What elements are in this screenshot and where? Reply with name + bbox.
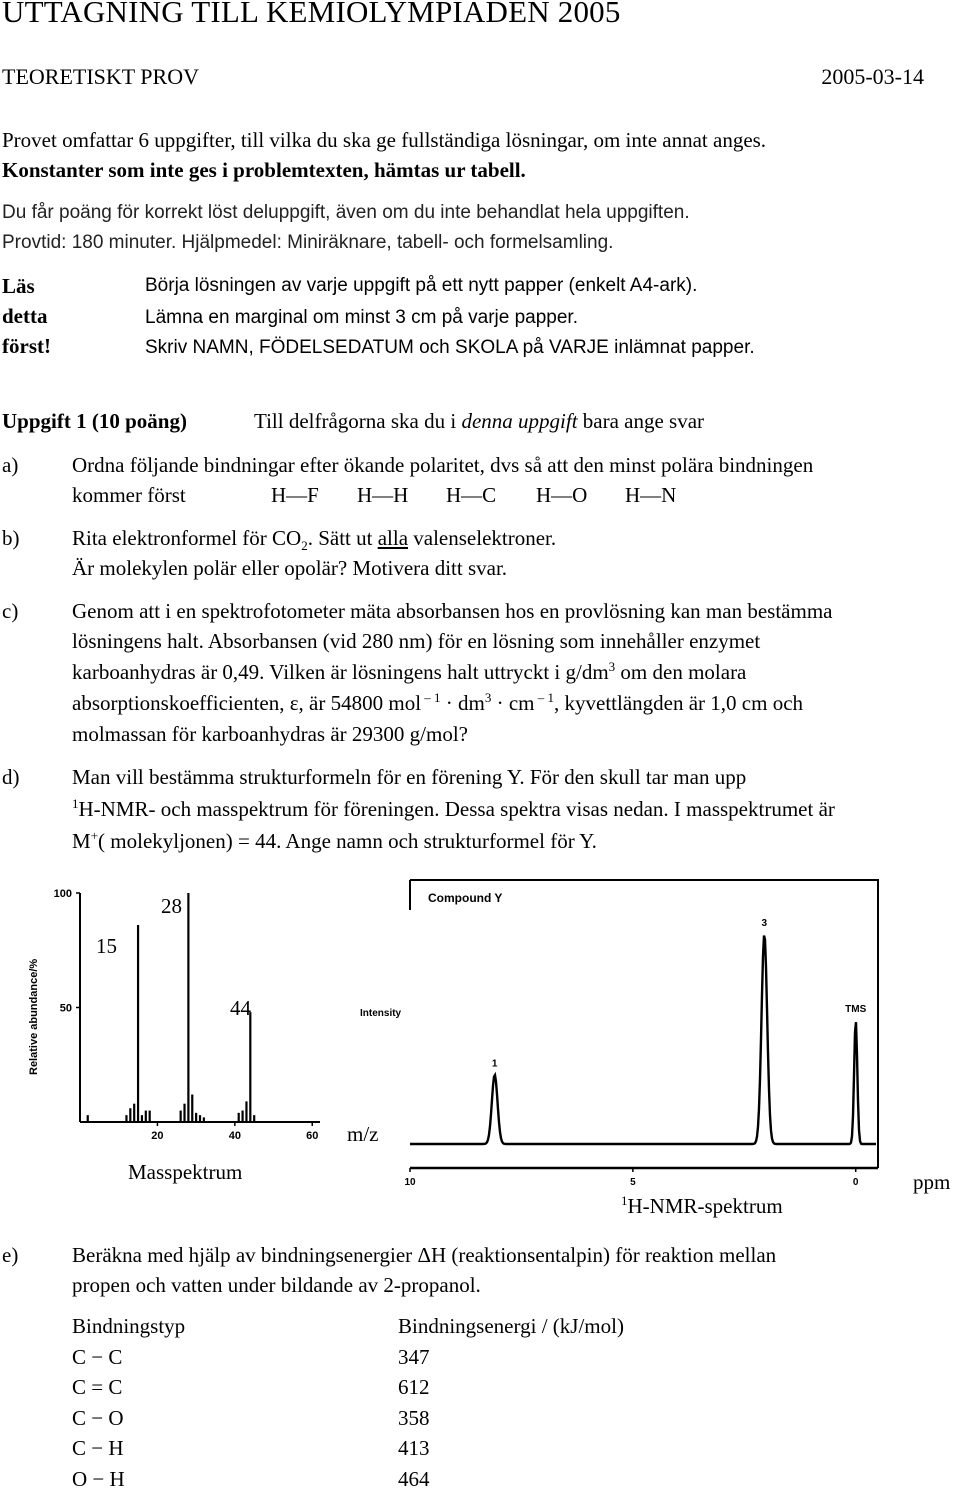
- task-a-line-2: kommer först: [72, 483, 186, 507]
- ms-y-tick-label: 50: [59, 1002, 72, 1015]
- task-b-letter: b): [2, 526, 20, 550]
- ms-x-tick-label: 40: [228, 1130, 241, 1142]
- bond-item: H—C: [446, 483, 497, 507]
- mass-peak-label-28: 28: [161, 894, 182, 918]
- exam-subtitle: TEORETISKT PROV: [2, 64, 199, 89]
- nmr-y-label: Intensity: [360, 1008, 402, 1019]
- task-d-line-2: $^1$H-NMR- och masspektrum för föreningen. Dessa spektra visas nedan. I masspektrumet är: [72, 796, 835, 821]
- read-first-item-3: Skriv NAMN, FÖDELSEDATUM och SKOLA på VARJE inlämnat papper.: [145, 337, 755, 358]
- bond-item: H—N: [625, 483, 677, 507]
- mass-spectrum-axes: [80, 893, 320, 1122]
- task-c-line-5: molmassan för karboanhydras är 29300 g/mol?: [72, 722, 468, 746]
- bond-energy-cell: 612: [398, 1375, 430, 1399]
- nmr-x-tick-label: 5: [630, 1177, 636, 1188]
- task-c-line-2: lösningens halt. Absorbansen (vid 280 nm) för en lösning som innehåller enzymet: [72, 629, 761, 653]
- nmr-frame-border: [410, 880, 878, 1168]
- bond-energy-cell: 464: [398, 1466, 430, 1491]
- nmr-x-tick-label: 10: [404, 1177, 416, 1188]
- bond-energy-cell: 413: [398, 1436, 430, 1460]
- table-header-bond-type: Bindningstyp: [72, 1314, 186, 1338]
- task-c-line-1: Genom att i en spektrofotometer mäta absorbansen hos en provlösning kan man bestämma: [72, 599, 833, 623]
- task-e-line-2: propen och vatten under bildande av 2-propanol.: [72, 1273, 481, 1297]
- task-a-line-1: Ordna följande bindningar efter ökande polaritet, dvs så att den minst polära bindningen: [72, 453, 814, 477]
- task-b-line-1: Rita elektronformel för $CO_2$. Sätt ut alla valenselektroner.: [72, 526, 557, 554]
- intro-line-3: Du får poäng för korrekt löst deluppgift, även om du inte behandlat hela uppgiften.: [2, 202, 690, 223]
- intro-line-2: Konstanter som inte ges i problemtexten, hämtas ur tabell.: [2, 158, 526, 182]
- nmr-x-tick-label: 0: [852, 1177, 859, 1188]
- mass-peak-label-44: 44: [230, 996, 251, 1020]
- task-d-line-3: M+( molekyljonen) = 44. Ange namn och strukturformel för Y.: [72, 828, 597, 853]
- task1-heading: Uppgift 1 (10 poäng): [2, 409, 187, 433]
- mass-spectrum-chart: [20, 878, 360, 1142]
- task-c-line-4: absorptionskoefficienten, ε, är 54800 mol $^{- 1} \cdot dm^3$ · cm $^{- 1}$, kyvettlängden är 1,0 cm och: [72, 690, 804, 715]
- read-first-label-1: Läs: [2, 274, 35, 298]
- intro-line-4: Provtid: 180 minuter. Hjälpmedel: Miniräknare, tabell- och formelsamling.: [2, 232, 614, 253]
- nmr-spectrum-chart: [358, 874, 903, 1186]
- task-d-letter: d): [2, 765, 20, 789]
- task-c-line-3: karboanhydras är 0,49. Vilken är lösningens halt uttryckt i $g/dm^3$ om den molara: [72, 659, 747, 684]
- nmr-unit: ppm: [913, 1170, 951, 1194]
- bond-type-cell: C − O: [72, 1405, 124, 1430]
- task-e-letter: e): [2, 1243, 19, 1267]
- task1-intro: Till delfrågorna ska du i denna uppgift bara ange svar: [254, 409, 705, 433]
- bond-energy-cell: 358: [398, 1405, 430, 1430]
- mass-spectrum-ticks: [54, 888, 319, 1142]
- bond-type-cell: C − H: [72, 1436, 124, 1460]
- nmr-frame: [410, 880, 878, 1168]
- intro-line-1: Provet omfattar 6 uppgifter, till vilka du ska ge fullständiga lösningar, om inte annat anges.: [2, 128, 767, 152]
- task-d-line-1: Man vill bestämma strukturformeln för en förening Y. För den skull tar man upp: [72, 765, 747, 789]
- bond-item: H—H: [357, 483, 409, 507]
- exam-date: 2005-03-14: [821, 64, 924, 89]
- bond-type-cell: O − H: [72, 1466, 125, 1491]
- page-title: UTTAGNING TILL KEMIOLYMPIADEN 2005: [2, 0, 621, 29]
- mass-spectrum-caption: Masspektrum: [128, 1160, 243, 1184]
- read-first-label-2: detta: [2, 304, 48, 328]
- nmr-peak-label: 3: [761, 918, 768, 929]
- mass-spectrum-x-unit: m/z: [347, 1122, 379, 1146]
- mass-spectrum-ylabel: Relative abundance/%: [28, 958, 40, 1075]
- read-first-item-1: Börja lösningen av varje uppgift på ett nytt papper (enkelt A4-ark).: [145, 275, 698, 296]
- task-c-letter: c): [2, 599, 19, 623]
- read-first-item-2: Lämna en marginal om minst 3 cm på varje papper.: [145, 307, 578, 328]
- read-first-label-3: först!: [2, 334, 51, 358]
- nmr-title: Compound Y: [428, 891, 503, 905]
- nmr-peak-label: TMS: [845, 1004, 867, 1016]
- nmr-spectrum-trace: [410, 936, 876, 1145]
- bond-type-cell: C = C: [72, 1375, 123, 1399]
- table-header-bond-energy: Bindningsenergi / (kJ/mol): [398, 1314, 624, 1338]
- mass-peak-label-15: 15: [96, 934, 117, 958]
- ms-x-tick-label: 60: [306, 1130, 319, 1142]
- bond-item: H—O: [536, 483, 588, 507]
- ms-x-tick-label: 20: [151, 1130, 164, 1142]
- task-b-line-2: Är molekylen polär eller opolär? Motivera ditt svar.: [72, 556, 508, 580]
- bond-type-cell: C − C: [72, 1344, 123, 1369]
- nmr-caption: $^1$H-NMR-spektrum: [621, 1193, 783, 1218]
- task-a-letter: a): [2, 453, 19, 477]
- nmr-peak-label: 1: [491, 1058, 498, 1070]
- bond-item: H—F: [271, 483, 319, 507]
- bond-energy-cell: 347: [398, 1344, 430, 1369]
- ms-y-tick-label: 100: [53, 888, 72, 900]
- task-e-line-1: Beräkna med hjälp av bindningsenergier ΔH (reaktionsentalpin) för reaktion mellan: [72, 1243, 777, 1267]
